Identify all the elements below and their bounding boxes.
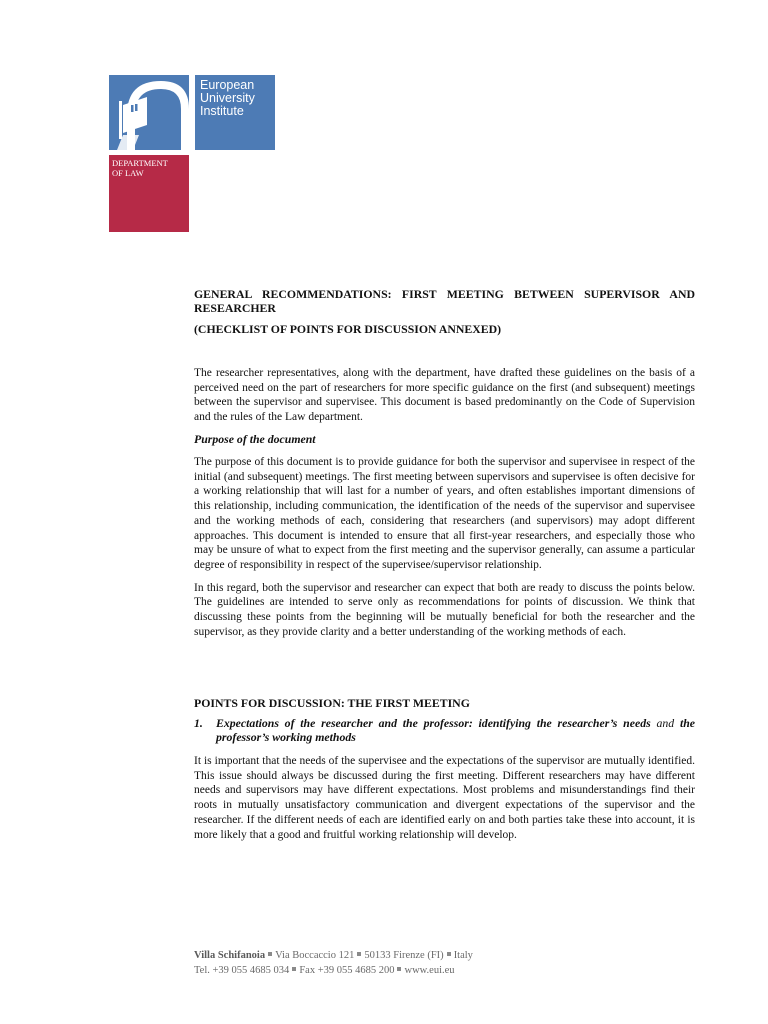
- title-line-2: (CHECKLIST OF POINTS FOR DISCUSSION ANNEXED): [194, 322, 502, 336]
- separator-square-icon: [292, 967, 296, 971]
- footer-website[interactable]: www.eui.eu: [404, 965, 455, 976]
- footer-address-line: [194, 948, 694, 963]
- point-title: [216, 716, 695, 744]
- footer-street: Via Boccaccio 121: [275, 950, 355, 961]
- footer-contact-line: [194, 963, 694, 978]
- separator-square-icon: [397, 967, 401, 971]
- purpose-paragraph-1: The purpose of this document is to provide guidance for both the supervisor and supervisee in respect of the initial (and subsequent) meetings. The first meeting between supervisors and supervisee is often decisive for a working relationship that will last for a number of years, and often establishes important dimensions of this relationship, including communication, the identification of the needs of the supervisor and supervisee and the working methods of each, considering that researchers (and supervisors) may adopt different approaches. This document is intended to ensure that all first-year researchers, and especially those who may be unsure of what to expect from the first meeting and the supervisor generally, can assume a particular degree of responsibility in respect of the supervisee/supervisor relationship.: [194, 456, 695, 571]
- department-name: [112, 158, 168, 178]
- document-title: [194, 287, 695, 336]
- footer-fax: Fax +39 055 4685 200: [299, 965, 395, 976]
- title-line-1: GENERAL RECOMMENDATIONS: FIRST MEETING BETWEEN SUPERVISOR AND RESEARCHER: [194, 287, 695, 315]
- blank-panel: [195, 155, 275, 232]
- intro-section: [194, 366, 695, 425]
- eui-building-emblem: [109, 75, 189, 150]
- building-arch-icon: [109, 75, 189, 150]
- eui-logo: [109, 75, 275, 232]
- points-heading-block: [194, 696, 695, 710]
- institute-line-3: Institute: [200, 104, 244, 118]
- separator-square-icon: [447, 952, 451, 956]
- institute-line-2: University: [200, 91, 255, 105]
- point-title-connector: and: [650, 716, 680, 730]
- purpose-paragraph-2: In this regard, both the supervisor and researcher can expect that both are ready to discuss the points below. The guidelines are intended to serve only as recommendations for points of discussion. We think that discussing these points from the beginning will be mutually beneficial for both the researcher and the supervisor, as they provide clarity and a better understanding of the working methods of each.: [194, 581, 695, 638]
- department-line-1: DEPARTMENT: [112, 158, 168, 168]
- eui-name-panel: [195, 75, 275, 150]
- footer-country: Italy: [453, 950, 473, 961]
- department-line-2: OF LAW: [112, 168, 144, 178]
- point-title-part-1: Expectations of the researcher and the professor: identifying the researcher’s needs: [216, 716, 651, 730]
- separator-square-icon: [357, 952, 361, 956]
- point-item-1: [194, 716, 695, 744]
- page-footer: [194, 948, 694, 978]
- institute-line-1: European: [200, 78, 255, 92]
- point-1-body: [194, 754, 695, 842]
- institute-name: [200, 79, 255, 118]
- point-1-paragraph: It is important that the needs of the supervisee and the expectations of the supervisor are mutually identified. This issue should always be discussed during the first meeting. Different researchers may have different needs and supervisors may have different expectations. Most problems and misunderstandings find their roots in mutually unsatisfactory communication and divergent expectations of the supervisor and the researcher. If the different needs of each are identified early on and both parties take these into account, it is more likely that a good and fruitful working relationship will develop.: [194, 755, 695, 841]
- point-number: 1.: [194, 716, 203, 730]
- footer-city: 50133 Firenze (FI): [364, 950, 444, 961]
- footer-tel: Tel. +39 055 4685 034: [194, 965, 290, 976]
- point-title-part-2: the professor’s working methods: [216, 716, 696, 744]
- footer-villa: Villa Schifanoia: [194, 950, 266, 961]
- points-heading: POINTS FOR DISCUSSION: THE FIRST MEETING: [194, 696, 470, 710]
- purpose-section: [194, 432, 695, 639]
- purpose-heading: Purpose of the document: [194, 432, 316, 446]
- department-panel: [109, 155, 189, 232]
- intro-paragraph: The researcher representatives, along with the department, have drafted these guidelines on the basis of a perceived need on the part of researchers for more specific guidance on the first (and subsequent) meetings between the supervisor and supervisee. This document is based predominantly on the Code of Supervision and the rules of the Law department.: [194, 367, 695, 424]
- separator-square-icon: [268, 952, 272, 956]
